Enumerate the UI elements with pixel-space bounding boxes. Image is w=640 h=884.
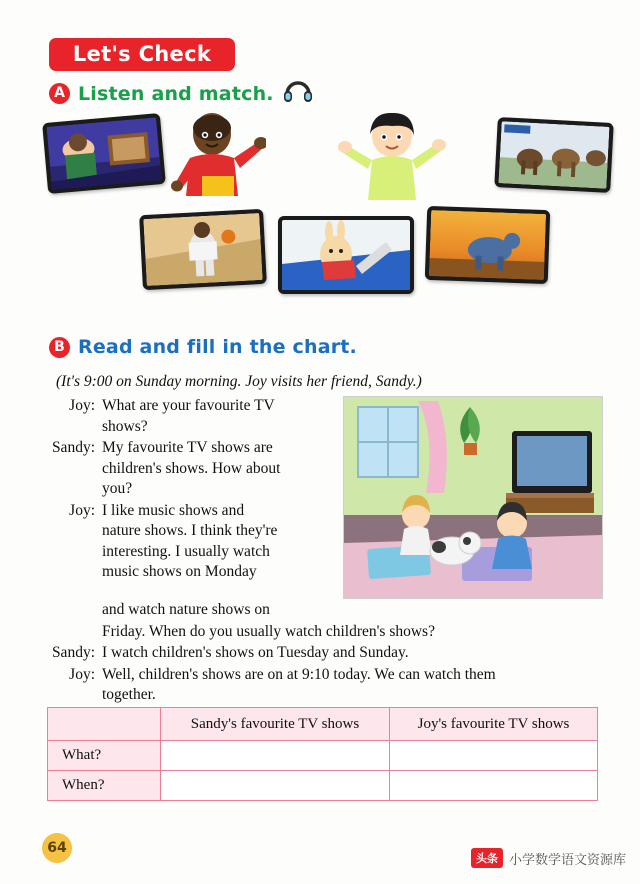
dialogue-text: I like music shows and nature shows. I think they're interesting. I usually watch music shows on Monday	[102, 501, 278, 580]
tv-sports-show	[139, 209, 267, 290]
girl-character	[336, 112, 448, 209]
fill-in-chart	[47, 707, 598, 801]
lets-check-banner	[49, 38, 235, 71]
table-row	[48, 771, 598, 801]
dialogue-text: What are your favourite TV shows?	[102, 397, 275, 435]
dialogue-text: I watch children's shows on Tuesday and Sunday.	[102, 644, 409, 661]
stage-direction: (It's 9:00 on Sunday morning. Joy visits her friend, Sandy.)	[56, 373, 422, 390]
dialogue-speaker: Sandy:	[51, 644, 95, 661]
dialogue-line	[40, 665, 600, 706]
dialogue-left-column	[40, 396, 340, 584]
section-b-header	[49, 336, 357, 358]
chart-header-sandy: Sandy's favourite TV shows	[161, 708, 390, 741]
chart-cell-when-joy[interactable]	[390, 771, 598, 801]
dialogue-speaker: Joy:	[69, 665, 95, 683]
chart-cell-what-sandy[interactable]	[161, 741, 390, 771]
dialogue-speaker	[40, 600, 102, 621]
dialogue-text: Friday. When do you usually watch children's shows?	[102, 622, 435, 640]
dialogue-continuation	[40, 600, 600, 707]
boy-character	[166, 112, 266, 205]
table-row	[48, 741, 598, 771]
dialogue-speaker: Joy:	[69, 397, 95, 414]
chart-row-label-what: What?	[48, 741, 161, 771]
chart-header-row	[48, 708, 598, 741]
section-a-illustration	[38, 112, 608, 297]
tv-animal-show	[425, 206, 551, 284]
tv-news-show	[42, 113, 166, 194]
dialogue-line	[40, 622, 600, 643]
dialogue-text: and watch nature shows on	[102, 601, 270, 618]
dialogue-speaker	[40, 622, 102, 643]
dialogue-line	[40, 643, 600, 664]
watermark	[471, 848, 626, 868]
chart-header-joy: Joy's favourite TV shows	[390, 708, 598, 741]
lets-check-banner-label: Let's Check	[72, 42, 212, 66]
tv-cartoon-show	[278, 216, 414, 294]
section-a-title: Listen and match.	[78, 82, 274, 105]
chart-row-label-when: When?	[48, 771, 161, 801]
dialogue-line	[40, 396, 340, 437]
living-room-picture	[343, 396, 603, 599]
page-number: 64	[42, 833, 72, 863]
chart-corner-cell	[48, 708, 161, 741]
section-b-title: Read and fill in the chart.	[78, 336, 357, 358]
chart-cell-what-joy[interactable]	[390, 741, 598, 771]
dialogue-speaker: Joy:	[69, 501, 95, 519]
dialogue-line	[40, 600, 600, 621]
headphones-icon	[283, 80, 313, 107]
chart-cell-when-sandy[interactable]	[161, 771, 390, 801]
dialogue-speaker: Sandy:	[51, 439, 95, 456]
section-b-badge: B	[49, 337, 70, 358]
watermark-badge: 头条	[471, 848, 503, 868]
dialogue-text: My favourite TV shows are children's shows. How about you?	[102, 439, 281, 497]
tv-nature-show	[494, 117, 614, 193]
dialogue-text: Well, children's shows are on at 9:10 today. We can watch them together.	[102, 665, 496, 703]
dialogue-line	[40, 438, 340, 500]
section-a-header	[49, 80, 313, 107]
watermark-text: 小学数学语文资源库	[508, 852, 626, 868]
dialogue-line	[40, 501, 340, 583]
section-a-badge: A	[49, 83, 70, 104]
